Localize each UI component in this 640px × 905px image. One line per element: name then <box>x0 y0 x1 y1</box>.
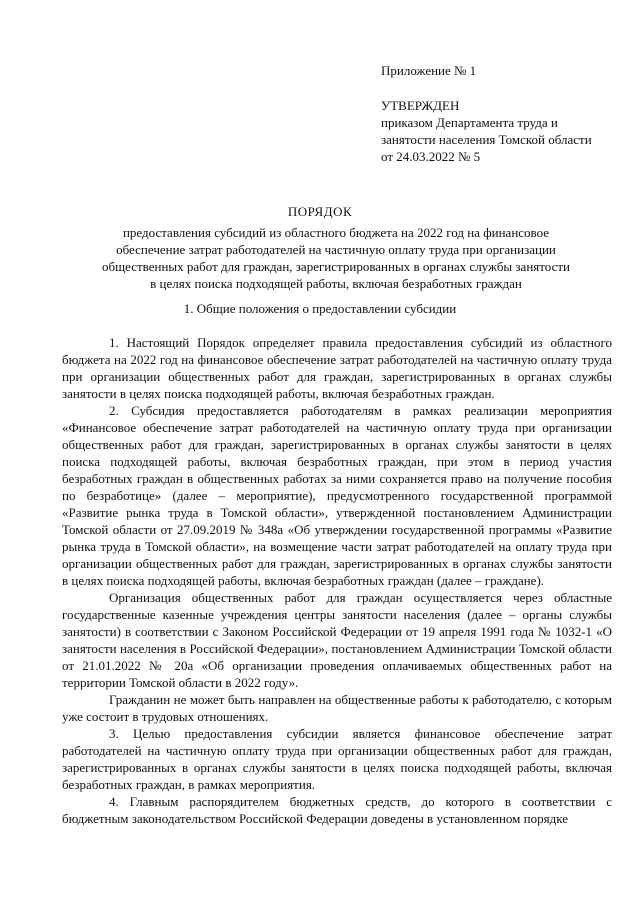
approval-line-1: приказом Департамента труда и <box>381 115 558 130</box>
paragraph: 4. Главным распорядителем бюджетных средств, до которого в соответствии с бюджетным законодательством Российской Федерации доведены в установленном порядке <box>62 794 612 826</box>
paragraph: Гражданин не может быть направлен на общественные работы к работодателю, с которым уже состоит в трудовых отношениях. <box>62 692 612 724</box>
approval-block <box>381 62 631 165</box>
approval-line-2: занятости населения Томской области <box>381 132 592 147</box>
appendix-label: Приложение № 1 <box>381 63 477 78</box>
document-subtitle <box>60 224 612 292</box>
subtitle-line: обеспечение затрат работодателей на частичную оплату труда при организации <box>116 242 556 257</box>
subtitle-line: в целях поиска подходящей работы, включая безработных граждан <box>150 276 522 291</box>
approved-label: УТВЕРЖДЕН <box>381 98 460 113</box>
subtitle-line: общественных работ для граждан, зарегистрированных в органах службы занятости <box>101 259 570 274</box>
document-title: ПОРЯДОК <box>287 204 353 219</box>
approval-line-3: от 24.03.2022 № 5 <box>381 149 481 164</box>
paragraph: 2. Субсидия предоставляется работодателям в рамках реализации мероприятия «Финансовое обеспечение затрат работодателей на частичную оплату труда при организации общественных работ для граждан, зарегистрированных в органах службы занятости в целях поиска подходящей работы, включая безработных граждан, при этом в период участия безработных граждан в общественных работах за ними сохраняется право на получение пособия по безработице» (далее – мероприятие), предусмотренного государственной программой «Развитие рынка труда в Томской области», утвержденной постановлением Администрации Томской области от 27.09.2019 № 348а «Об утверждении государственной программы «Развитие рынка труда в Томской области», на возмещение части затрат работодателей на оплату труда при организации общественных работ для граждан, зарегистрированных в органах службы занятости в целях поиска подходящей работы, включая безработных граждан (далее – граждане). <box>62 403 612 588</box>
paragraph: 3. Целью предоставления субсидии является финансовое обеспечение затрат работодателей на частичную оплату труда при организации общественных работ для граждан, зарегистрированных в органах службы занятости в целях поиска подходящей работы, включая безработных граждан, в рамках мероприятия. <box>62 726 612 792</box>
subtitle-line: предоставления субсидий из областного бюджета на 2022 год на финансовое <box>122 225 550 240</box>
paragraph: Организация общественных работ для граждан осуществляется через областные государственные казенные учреждения центры занятости населения (далее – органы службы занятости) в соответствии с Законом Российской Федерации от 19 апреля 1991 года № 1032-1 «О занятости населения в Российской Федерации», постановлением Администрации Томской области от 21.01.2022 № 20а «Об организации проведения оплачиваемых общественных работ на территории Томской области в 2022 году». <box>62 590 612 690</box>
paragraph: 1. Настоящий Порядок определяет правила предоставления субсидий из областного бюджета на 2022 год на финансовое обеспечение затрат работодателей на частичную оплату труда при организации общественных работ для граждан, зарегистрированных в органах службы занятости в целях поиска подходящей работы, включая безработных граждан. <box>62 335 612 401</box>
section-heading: 1. Общие положения о предоставлении субсидии <box>183 301 457 316</box>
body-text <box>62 334 612 827</box>
